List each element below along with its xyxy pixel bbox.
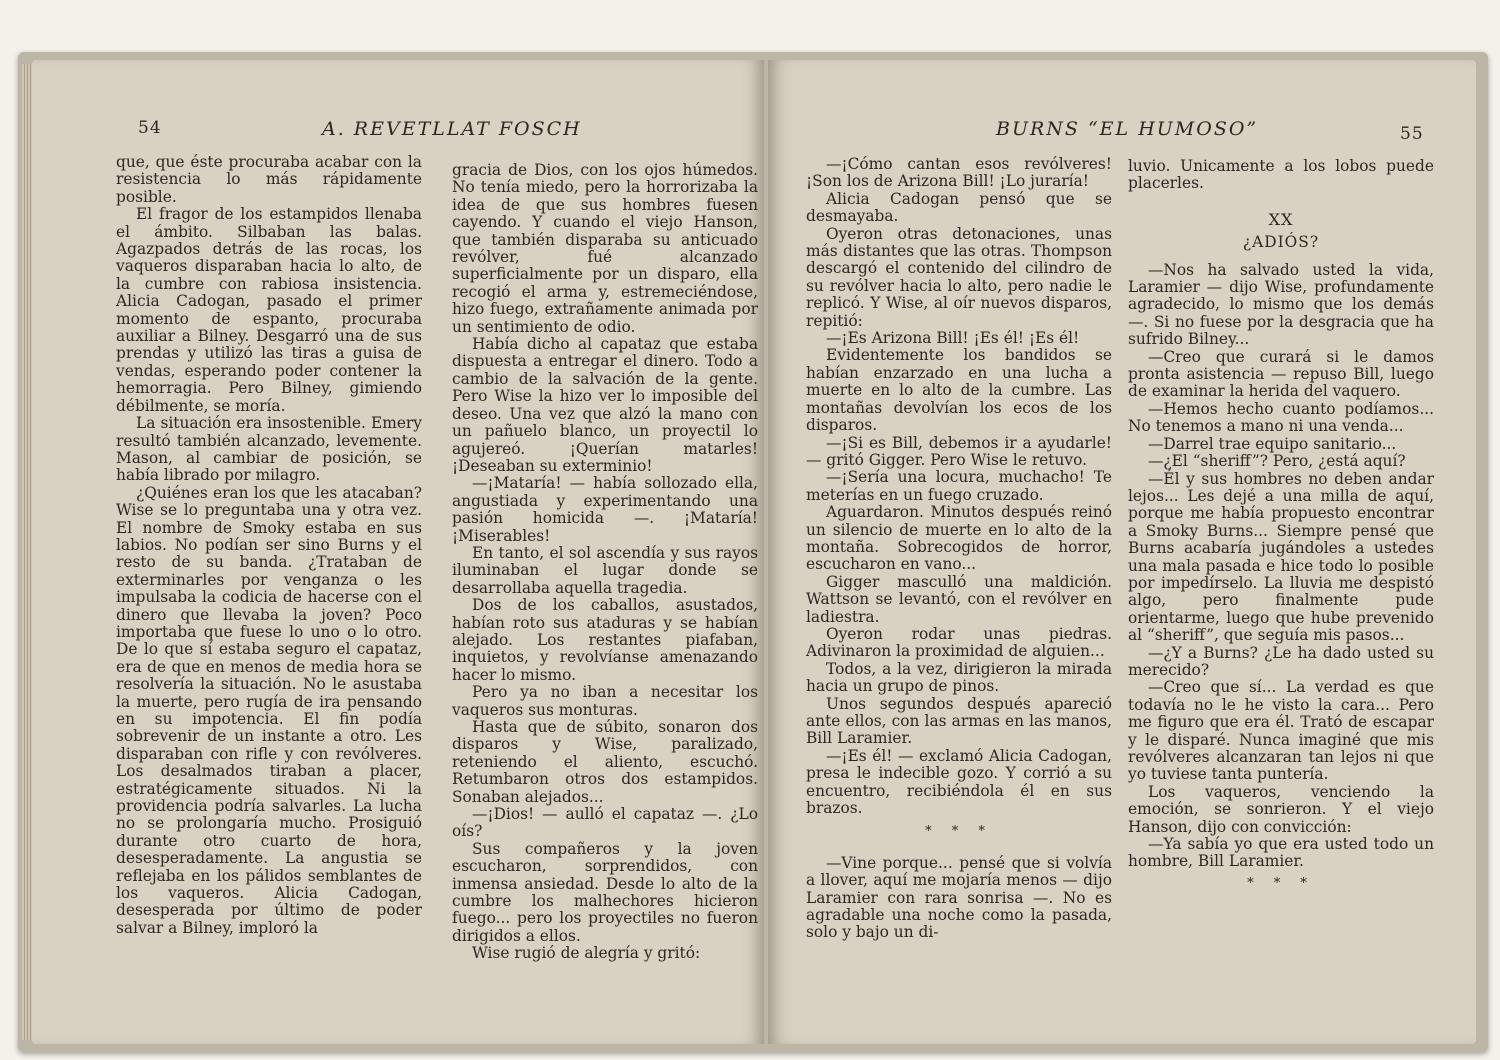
left-page-header [32,118,764,144]
paragraph: —¡Si es Bill, debemos ir a ayudarle! — gritó Gigger. Pero Wise le retuvo. [806,433,1112,469]
paragraph: Sus compañeros y la joven escucharon, sorprendidos, con inmensa ansiedad. Desde lo alto de la cumbre los malhechores hicieron fuego... pero los proyectiles no fueron dirigidos a ellos. [452,839,758,945]
paragraph: —¡Mataría! — había sollozado ella, angustiada y experimentando una pasión homicida —. ¡Mataría! ¡Miserables! [452,474,758,545]
paragraph: —¡Sería una locura, muchacho! Te meterías en un fuego cruzado. [806,468,1112,504]
paragraph: —Creo que curará si le damos pronta asistencia — repuso Bill, luego de examinar la herida del vaquero. [1128,347,1434,401]
paragraph: —Darrel trae equipo sanitario... [1148,434,1397,453]
paragraph: que, que éste procuraba acabar con la resistencia lo más rápidamente posible. [116,153,422,206]
paragraph: —Nos ha salvado usted la vida, Laramier — dijo Wise, profundamente agradecido, lo mismo que los demás —. Si no fuese por la desgracia que ha sufrido Bilney... [1128,260,1434,349]
paragraph: Alicia Cadogan pensó que se desmayaba. [806,189,1112,226]
paragraph: Había dicho al capataz que estaba dispuesta a entregar el dinero. Todo a cambio de la salvación de la gente. Pero Wise la hizo ver lo imposible del deseo. Una vez que alzó la mano con un pañuelo blanco, un proyectil lo agujereó. ¡Querían matarles! ¡Deseaban su exterminio! [452,335,758,475]
end-mark: * * * [1247,875,1315,891]
page-edges [22,64,32,1040]
right-column-1 [806,156,1112,942]
paragraph: Wise rugió de alegría y gritó: [472,944,701,963]
paragraph: —¡Es él! — exclamó Alicia Cadogan, presa le indecible gozo. Y corrió a su encuentro, recibiéndola él en sus brazos. [806,746,1112,818]
left-column-1 [116,154,422,937]
paragraph: Pero ya no iban a necesitar los vaqueros sus monturas. [452,683,758,719]
paragraph: Los vaqueros, venciendo la emoción, se sonrieron. Y el viejo Hanson, dijo con convicción: [1128,782,1434,836]
open-book [18,52,1488,1052]
left-column-2 [452,162,758,963]
page-number-right: 55 [1400,124,1424,144]
paragraph: Gigger masculló una maldición. Wattson se levantó, con el revólver en ladiestra. [806,572,1112,626]
paragraph: —Creo que sí... La verdad es que todavía no le he visto la cara... Pero me figuro que era él. Trató de escapar y le disparé. Nunca imaginé que mis revólveres alcanzaran tan lejos ni que yo tuviese tanta puntería. [1128,678,1434,784]
paragraph: Unos segundos después apareció ante ellos, con las armas en las manos, Bill Laramier. [806,694,1112,748]
paragraph: Oyeron rodar unas piedras. Adivinaron la proximidad de alguien... [806,624,1112,661]
paragraph: —Vine porque... pensé que si volvía a llover, aquí me mojaría menos — dijo Laramier con rara sonrisa —. No es agradable una noche como la pasada, solo y bajo un di- [806,853,1112,942]
paragraph: —¿El “sheriff”? Pero, ¿está aquí? [1148,452,1406,471]
right-column-2 [1128,158,1434,906]
chapter-title: ¿ADIÓS? [1242,233,1320,252]
running-head-title: BURNS “EL HUMOSO” [996,118,1259,140]
section-separator: * * * [925,824,993,840]
chapter-number: XX [1268,209,1294,229]
paragraph: —¡Es Arizona Bill! ¡Es él! ¡Es él! [826,329,1080,348]
paragraph: —Ya sabía yo que era usted todo un hombre, Bill Laramier. [1128,835,1434,871]
right-page-header [768,118,1476,144]
paragraph: —Él y sus hombres no deben andar lejos... Les dejé a una milla de aquí, porque me había propuesto encontrar a Smoky Burns... Siempre pensé que Burns acabaría jugándoles a ustedes una mala pasada e hice todo lo posible por impedírselo. La lluvia me despistó algo, pero finalmente pude orientarme, luego que hube prevenido al “sheriff”, que seguía mis pasos... [1128,469,1434,645]
right-page [768,60,1476,1044]
paragraph: —¿Y a Burns? ¿Le ha dado usted su merecido? [1128,643,1434,679]
paragraph: —¡Cómo cantan esos revólveres! ¡Son los de Arizona Bill! ¡Lo juraría! [806,155,1112,191]
paragraph: En tanto, el sol ascendía y sus rayos iluminaban el lugar donde se desarrollaba aquella tragedia. [452,543,758,597]
paragraph: ¿Quiénes eran los que les atacaban? Wise se lo preguntaba una y otra vez. El nombre de Smoky estaba en sus labios. No podían ser sino Burns y el resto de su banda. ¿Trataban de exterminarles por venganza o les impulsaba la codicia de hacerse con el dinero que llevaba la joven? Poco importaba que fuese lo uno o lo otro. De lo que sí estaba seguro el capataz, era de que en menos de media hora se resolvería la situación. No le asustaba la muerte, pero rugía de ira pensando en su impotencia. El fin podía sobrevenir de un instante a otro. Les disparaban con rifle y con revólveres. Los desalmados tiraban a placer, estratégicamente situados. Ni la providencia podría salvarles. La lucha no se prolongaría mucho. Prosiguió durante otro cuarto de hora, desesperadamente. La angustia se reflejaba en los pálidos semblantes de los vaqueros. Alicia Cadogan, desesperada por último de poder salvar a Bilney, imploró la [116,483,422,937]
paragraph: Oyeron otras detonaciones, unas más distantes que las otras. Thompson descargó el contenido del cilindro de su revólver hacia lo alto, pero nadie le replicó. Y Wise, al oír nuevos disparos, repitió: [806,224,1112,330]
paragraph: La situación era insostenible. Emery resultó también alcanzado, levemente. Mason, al cambiar de posición, se había librado por milagro. [116,414,422,485]
paragraph: —¡Dios! — aulló el capataz —. ¿Lo oís? [452,805,758,841]
paragraph: Dos de los caballos, asustados, habían roto sus ataduras y se habían alejado. Los restantes piafaban, inquietos, y revolvíanse amenazando hacer lo mismo. [452,596,758,684]
page-number-left: 54 [138,118,162,138]
paragraph: —Hemos hecho cuanto podíamos... No tenemos a mano ni una venda... [1128,399,1434,436]
paragraph: Todos, a la vez, dirigieron la mirada hacia un grupo de pinos. [806,659,1112,696]
paragraph: Hasta que de súbito, sonaron dos disparos y Wise, paralizado, reteniendo el aliento, escuchó. Retumbaron otros dos estampidos. Sonaban alejados... [452,718,758,806]
paragraph: gracia de Dios, con los ojos húmedos. No tenía miedo, pero la horrorizaba la idea de que sus hombres fuesen cayendo. Y cuando el viejo Hanson, que también disparaba su anticuado revólver, fué alcanzado superficialmente por un disparo, ella recogió el arma y, estremeciéndose, hizo fuego, extrañamente animada por un sentimiento de odio. [452,161,758,336]
paragraph: Evidentemente los bandidos se habían enzarzado en una lucha a muerte en lo alto de la cumbre. Las montañas devolvían los ecos de los disparos. [806,346,1112,435]
left-page [32,60,764,1044]
paragraph: luvio. Unicamente a los lobos puede placerles. [1128,157,1434,193]
paragraph: Aguardaron. Minutos después reinó un silencio de muerte en lo alto de la montaña. Sobrecogidos de horror, escucharon en vano... [806,503,1112,574]
running-head-author: A. REVETLLAT FOSCH [322,118,582,140]
paragraph: El fragor de los estampidos llenaba el ámbito. Silbaban las balas. Agazpados detrás de las rocas, los vaqueros disparaban hacia lo alto, de la cumbre con rabiosa insistencia. Alicia Cadogan, pasado el primer momento de espanto, procuraba auxiliar a Bilney. Desgarró una de sus prendas y utilizó las tiras a guisa de vendas, esperando poder contener la hemorragia. Pero Bilney, gimiendo débilmente, se moría. [116,205,422,415]
